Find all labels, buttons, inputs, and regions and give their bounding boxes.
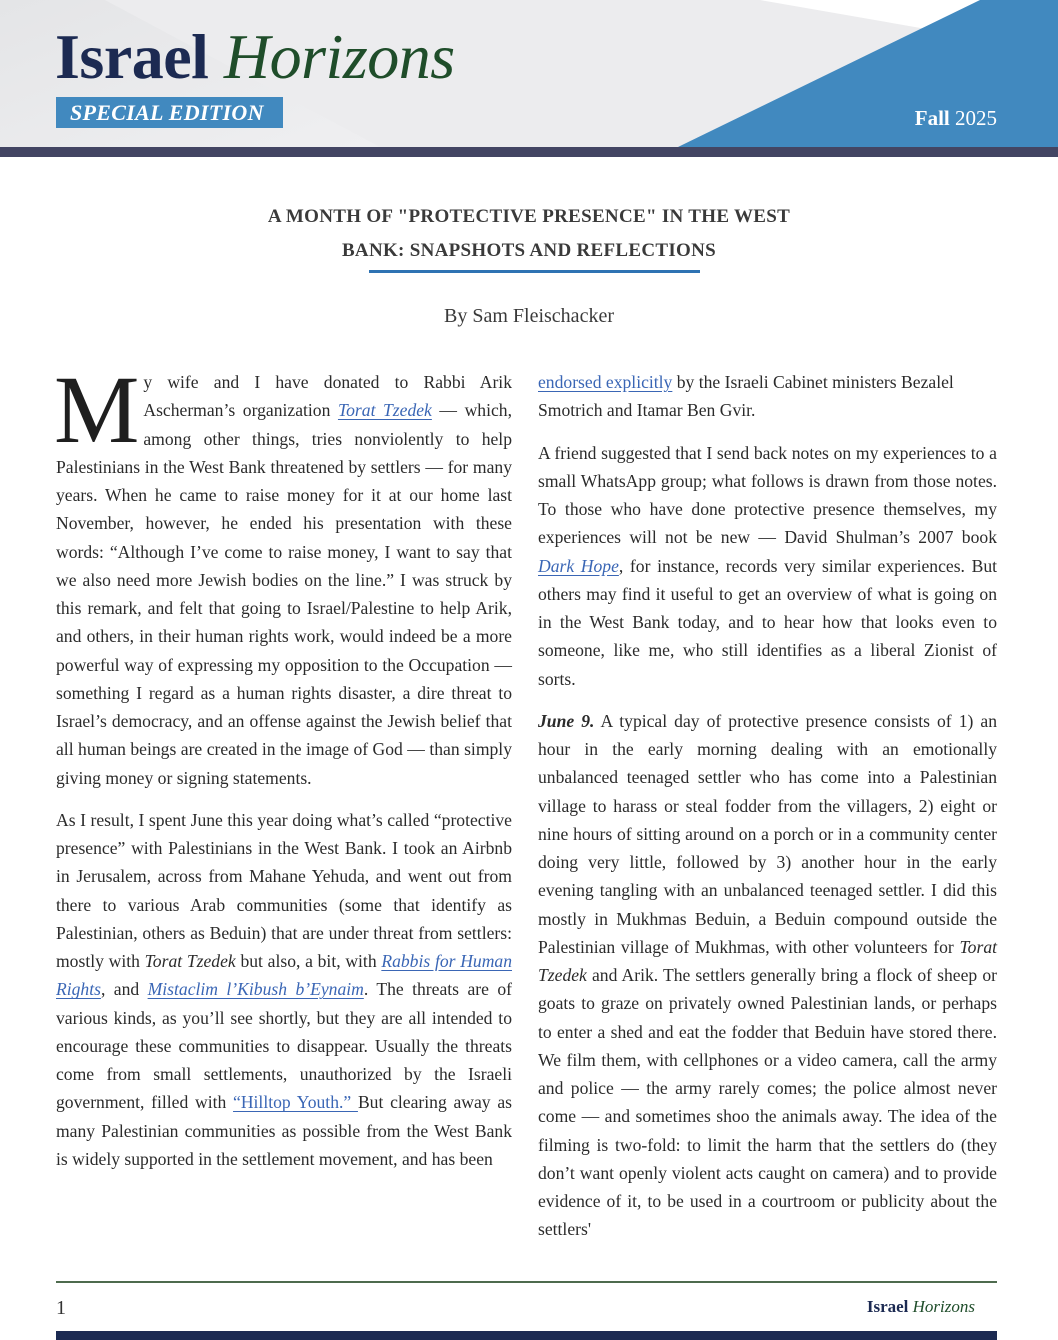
text-run: A friend suggested that I send back notes on my experiences to a small WhatsApp group; what follows is drawn from those notes. To those who have done protective presence themselves, my experiences will not be new — David Shulman’s 2007 book: [538, 442, 997, 548]
footer-bar: [56, 1331, 997, 1340]
link-rabbis-for-human-rights[interactable]: Rabbis for Human Rights: [56, 951, 512, 1000]
page-number: 1: [56, 1297, 66, 1319]
masthead: [0, 0, 1058, 157]
article-title-line1: A MONTH OF "PROTECTIVE PRESENCE" IN THE WEST: [267, 206, 791, 227]
drop-cap: M: [54, 356, 140, 463]
article-title: [200, 200, 858, 268]
link-endorsed-explicitly[interactable]: endorsed explicitly: [538, 372, 673, 392]
text-run: A typical day of protective presence consists of 1) an hour in the early morning dealing with an emotionally unbalanced teenaged settler who has come into a Palestinian village to harass or steal fodder from the villagers, 2) eight or nine hours of sitting around on a porch or in a community center doing very little, followed by 3) another hour in the early evening tangling with an unbalanced teenaged settler. I did this mostly in Mukhmas Beduin, a Beduin compound outside the Palestinian village of Mukhmas, with other volunteers for: [538, 710, 997, 957]
text-run: As I result, I spent June this year doing what’s called “protective presence” with Palestinians in the West Bank. I took an Airbnb in Jerusalem, across from Mahane Yehuda, and went out from there to various Arab communities (some that identify as Palestinian, others as Beduin) that are under threat from settlers: mostly with: [56, 809, 512, 971]
text-run: , for instance, records very similar experiences. But others may find it useful to get an overview of what is going on in the West Bank today, and to hear how that looks even to someone, like me, who still identifies as a liberal Zionist of sorts.: [538, 555, 997, 689]
entry-date: June 9.: [538, 710, 595, 731]
link-hilltop-youth[interactable]: “Hilltop Youth.”: [233, 1092, 358, 1113]
text-run: But clearing away as many Palestinian communities as possible from the West Bank is widely supported in the settlement movement, and has been: [56, 1092, 512, 1169]
link-dark-hope[interactable]: Dark Hope: [538, 555, 619, 576]
special-edition-badge: SPECIAL EDITION: [56, 97, 283, 128]
paragraph-june-9: [538, 707, 997, 1244]
org-name-italic: Torat Tzedek: [538, 936, 997, 985]
org-name-italic: Torat Tzedek: [144, 951, 236, 971]
footer-logo: [867, 1297, 975, 1317]
paragraph-continued: [538, 368, 997, 425]
paragraph-intro: [54, 356, 512, 792]
issue-season: Fall: [914, 106, 950, 130]
article-byline: By Sam Fleischacker: [444, 305, 614, 327]
title-underline-rule: [369, 270, 700, 273]
issue-year: 2025: [955, 106, 997, 130]
masthead-logo: [55, 22, 455, 92]
article-column-left: [54, 356, 512, 1187]
text-run: and Arik. The settlers generally bring a flock of sheep or goats to graze on privately owned Palestinian lands, or perhaps to enter a shed and eat the fodder that Beduin have stored there. We film them, with cellphones or a video camera, call the army and police — the army rarely comes; the police almost never come — and sometimes shoo the animals away. The idea of the filming is two-fold: to limit the harm that the settlers do (they don’t want openly violent acts caught on camera) and to provide evidence of it, to be used in a courtroom or publicity about the settlers': [538, 965, 997, 1240]
article-column-right: [538, 368, 997, 1258]
header-divider-bar: [0, 147, 1058, 157]
footer-logo-israel: Israel: [866, 1297, 909, 1316]
link-mistaclim[interactable]: Mistaclim l’Kibush b’Eynaim: [147, 979, 364, 1000]
text-run: , and: [100, 979, 148, 1000]
link-torat-tzedek[interactable]: Torat Tzedek: [337, 400, 432, 421]
paragraph-whatsapp: [538, 439, 997, 693]
text-run: . The threats are of various kinds, as you’ll see shortly, but they are all intended to encourage these communities to disappear. Usually the threats come from small settlements, unauthorized by the Israeli government, filled with: [56, 979, 512, 1113]
footer-divider-rule: [56, 1281, 997, 1283]
text-run: — which, among other things, tries nonviolently to help Palestinians in the West Bank threatened by settlers — for many years. When he came to raise money for it at our home last November, however, he ended his presentation with these words: “Although I’ve come to raise money, I want to say that we also need more Jewish bodies on the line.” I was struck by this remark, and felt that going to Israel/Palestine to help Arik, and others, in their human rights work, would indeed be a more powerful way of expressing my opposition to the Occupation — something I regard as a human rights disaster, a dire threat to Israel’s democracy, and an offense against the Jewish belief that all human beings are created in the image of God — than simply giving money or signing statements.: [56, 400, 512, 788]
text-run: but also, a bit, with: [235, 951, 382, 971]
logo-israel: Israel: [55, 21, 209, 92]
paragraph-result: [56, 806, 512, 1173]
logo-horizons: Horizons: [223, 21, 455, 92]
article-title-line2: BANK: SNAPSHOTS AND REFLECTIONS: [341, 240, 717, 261]
text-run: by the Israeli Cabinet ministers Bezalel Smotrich and Itamar Ben Gvir.: [538, 372, 954, 421]
issue-date: [915, 106, 997, 131]
text-run: y wife and I have donated to Rabbi Arik Ascherman’s organization: [143, 372, 512, 421]
footer-logo-horizons: Horizons: [912, 1297, 975, 1316]
